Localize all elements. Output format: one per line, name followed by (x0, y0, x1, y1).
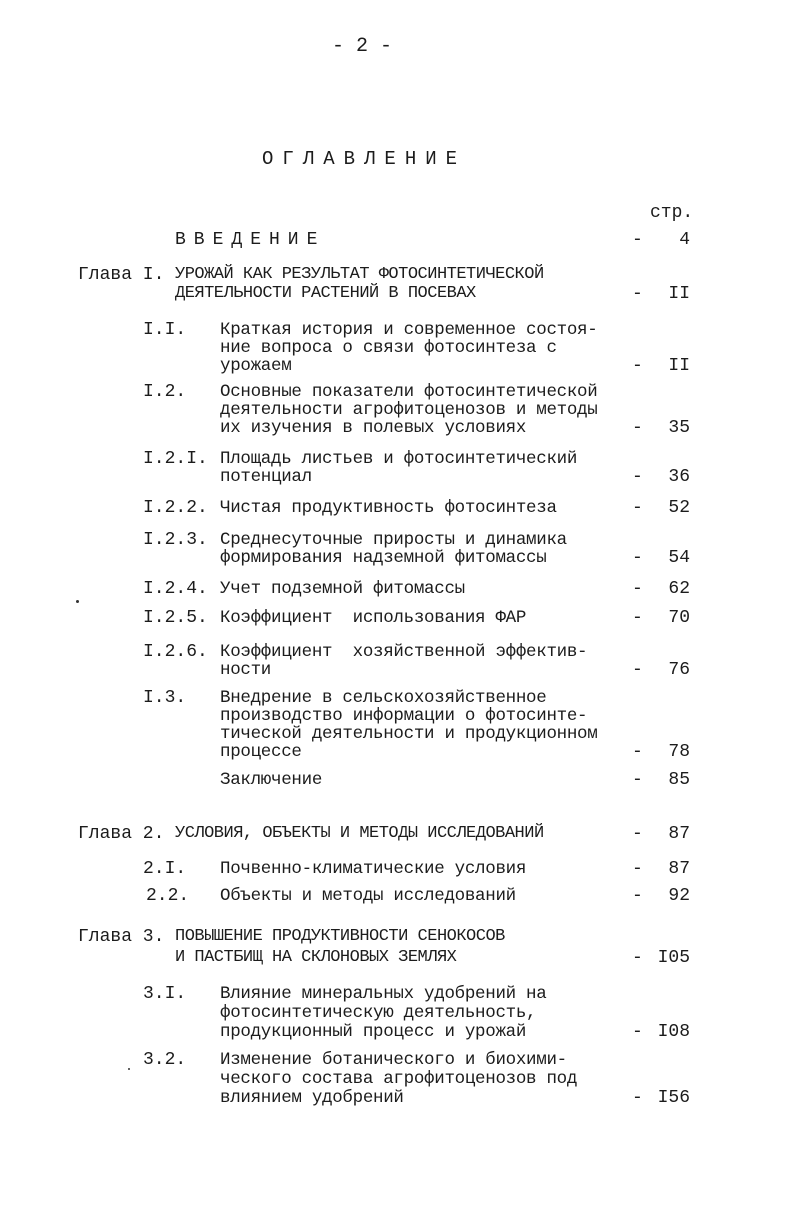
leader-dash: - (632, 548, 643, 568)
section-title-line: деятельности агрофитоценозов и методы (220, 400, 598, 420)
toc-entry-page: 35 (668, 418, 690, 438)
scan-speck (128, 1068, 130, 1070)
leader-dash: - (632, 770, 643, 790)
chapter-title-line: ДЕЯТЕЛЬНОСТИ РАСТЕНИЙ В ПОСЕВАХ (175, 284, 476, 303)
leader-dash: - (632, 859, 643, 879)
section-number: I.2.2. (143, 498, 208, 518)
chapter-title-line: УСЛОВИЯ, ОБЪЕКТЫ И МЕТОДЫ ИССЛЕДОВАНИЙ (175, 824, 544, 843)
toc-entry-page: I08 (657, 1022, 690, 1042)
leader-dash: - (632, 230, 643, 250)
section-number: I.3. (143, 688, 187, 708)
chapter-title-line: УРОЖАЙ КАК РЕЗУЛЬТАТ ФОТОСИНТЕТИЧЕСКОЙ (175, 265, 544, 284)
toc-entry-page: 78 (668, 742, 690, 762)
section-number: I.2. (143, 382, 187, 402)
leader-dash: - (632, 356, 643, 376)
section-number: 3.I. (143, 984, 187, 1004)
leader-dash: - (632, 608, 643, 628)
toc-entry-page: 62 (668, 579, 690, 599)
section-title-line: Заключение (220, 770, 323, 790)
section-title-line: Среднесуточные приросты и динамика (220, 530, 567, 550)
section-title-line: их изучения в полевых условиях (220, 418, 527, 438)
toc-entry-page: 70 (668, 608, 690, 628)
section-number: I.2.5. (143, 608, 208, 628)
section-title-line: Объекты и методы исследований (220, 886, 516, 906)
leader-dash: - (632, 467, 643, 487)
section-title-line: тической деятельности и продукционном (220, 724, 598, 744)
section-title-line: Влияние минеральных удобрений на (220, 984, 547, 1004)
leader-dash: - (632, 886, 643, 906)
leader-dash: - (632, 1088, 643, 1108)
chapter-title-line: И ПАСТБИЩ НА СКЛОНОВЫХ ЗЕМЛЯХ (175, 948, 457, 967)
section-title-line: Краткая история и современное состоя- (220, 320, 598, 340)
toc-entry-page: II (668, 356, 690, 376)
section-title-line: Площадь листьев и фотосинтетический (220, 449, 578, 469)
section-title-line: Внедрение в сельскохозяйственное (220, 688, 547, 708)
chapter-title-line: ПОВЫШЕНИЕ ПРОДУКТИВНОСТИ СЕНОКОСОВ (175, 927, 505, 946)
toc-entry-title: ВВЕДЕНИЕ (175, 230, 326, 250)
section-number: 2.2. (146, 886, 190, 906)
section-title-line: ческого состава агрофитоценозов под (220, 1069, 578, 1089)
toc-entry-page: 76 (668, 660, 690, 680)
toc-entry-page: 4 (679, 230, 690, 250)
toc-entry-page: I05 (657, 948, 690, 968)
toc-entry-page: 36 (668, 467, 690, 487)
section-number: I.2.I. (143, 449, 208, 469)
section-title-line: Почвенно-климатические условия (220, 859, 527, 879)
toc-entry-page: 85 (668, 770, 690, 790)
page-column-label: стр. (650, 203, 694, 223)
leader-dash: - (632, 498, 643, 518)
page-number: - 2 - (332, 35, 393, 58)
section-title-line: формирования надземной фитомассы (220, 548, 547, 568)
leader-dash: - (632, 418, 643, 438)
section-title-line: ние вопроса о связи фотосинтеза с (220, 338, 557, 358)
section-title-line: влиянием удобрений (220, 1088, 404, 1108)
toc-title: ОГЛАВЛЕНИЕ (262, 148, 467, 170)
section-number: 3.2. (143, 1050, 187, 1070)
toc-entry-page: 87 (668, 824, 690, 844)
scan-speck (76, 600, 79, 603)
leader-dash: - (632, 579, 643, 599)
leader-dash: - (632, 1022, 643, 1042)
chapter-label: Глава 2. (78, 824, 165, 844)
section-number: 2.I. (143, 859, 187, 879)
section-title-line: Чистая продуктивность фотосинтеза (220, 498, 557, 518)
section-title-line: Коэффициент использования ФАР (220, 608, 527, 628)
leader-dash: - (632, 824, 643, 844)
section-title-line: производство информации о фотосинте- (220, 706, 588, 726)
toc-entry-page: I56 (657, 1088, 690, 1108)
section-number: I.2.6. (143, 642, 208, 662)
section-number: I.I. (143, 320, 187, 340)
section-title-line: Коэффициент хозяйственной эффектив- (220, 642, 588, 662)
leader-dash: - (632, 284, 643, 304)
section-title-line: ности (220, 660, 272, 680)
leader-dash: - (632, 660, 643, 680)
leader-dash: - (632, 742, 643, 762)
leader-dash: - (632, 948, 643, 968)
chapter-label: Глава 3. (78, 927, 165, 947)
toc-entry-page: 52 (668, 498, 690, 518)
toc-entry-page: 54 (668, 548, 690, 568)
section-number: I.2.4. (143, 579, 208, 599)
section-title-line: Основные показатели фотосинтетической (220, 382, 598, 402)
section-title-line: Изменение ботанического и биохими- (220, 1050, 567, 1070)
section-number: I.2.3. (143, 530, 208, 550)
toc-entry-page: 87 (668, 859, 690, 879)
section-title-line: процессе (220, 742, 302, 762)
section-title-line: потенциал (220, 467, 312, 487)
section-title-line: продукционный процесс и урожай (220, 1022, 527, 1042)
section-title-line: Учет подземной фитомассы (220, 579, 465, 599)
toc-entry-page: 92 (668, 886, 690, 906)
toc-entry-page: II (668, 284, 690, 304)
section-title-line: урожаем (220, 356, 292, 376)
chapter-label: Глава I. (78, 265, 165, 285)
section-title-line: фотосинтетическую деятельность, (220, 1003, 537, 1023)
